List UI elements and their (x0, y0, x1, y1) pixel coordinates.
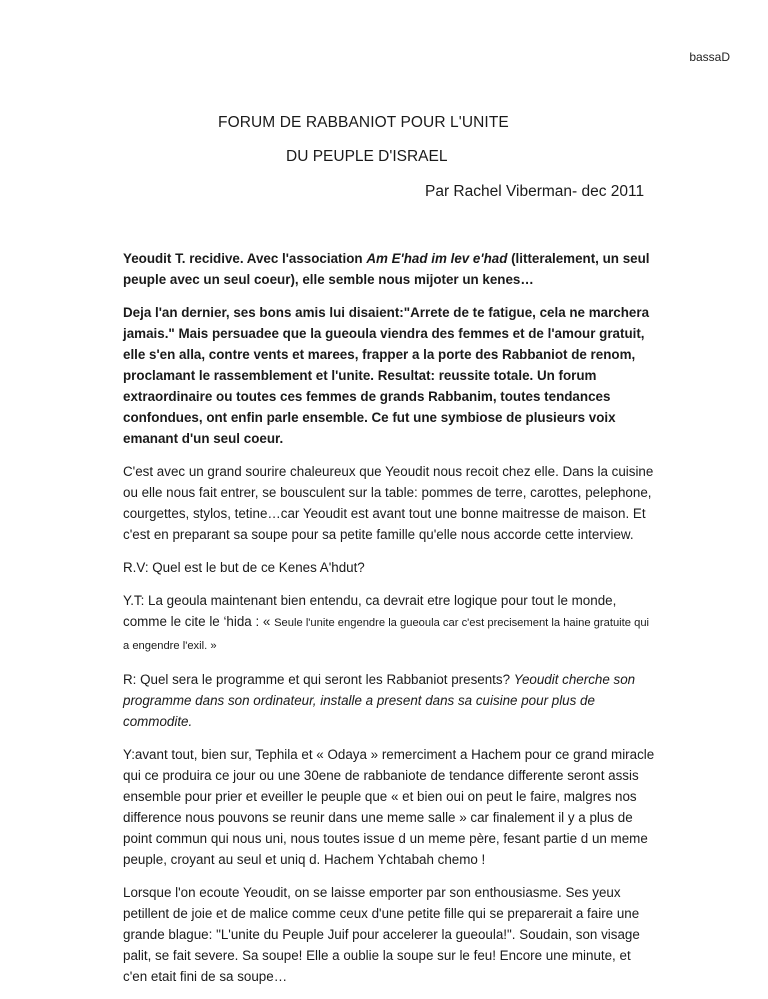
title-line-2: DU PEUPLE D'ISRAEL (286, 148, 448, 165)
paragraph-answer-2: Y:avant tout, bien sur, Tephila et « Odaya » remerciment a Hachem pour ce grand miracle qui ce produira ce jour ou une 30ene de rabbaniote de tendance differente seront assis ensemble pour prier et eveiller le peuple que « et bien oui on peut le faire, malgres nos difference nous pouvons se reunir dans une meme salle » car finalement il y a plus de point commun qui nous uni, nous toutes issue d un meme père, fesant partie d un meme peuple, croyant au seul et uniq d. Hachem Ychtabah chemo ! (123, 747, 655, 867)
paragraph-question-1: R.V: Quel est le but de ce Kenes A'hdut? (123, 560, 365, 575)
intro-text-end: (litteralement, un seul peuple avec un seul coeur), elle semble nous mijoter un kenes… (123, 251, 650, 287)
hida-quote: Seule l'unite engendre la gueoula car c'est precisement la haine gratuite qui a engendre l'exil. » (123, 617, 650, 652)
article-body (123, 248, 658, 999)
paragraph-background: Deja l'an dernier, ses bons amis lui disaient:"Arrete de te fatigue, cela ne marchera jamais." Mais persuadee que la gueoula viendra des femmes et de l'amour gratuit, elle s'en alla, contre vents et marees, frapper a la porte des Rabbaniot de renom, proclamant le rassemblement et l'unite. Resultat: reussite totale. Un forum extraordinaire ou toutes ces femmes de grands Rabbanim, toutes tendances confondues, ont enfin parle ensemble. Ce fut une symbiose de plusieurs voix emanant d'un seul coeur. (123, 305, 650, 446)
byline: Par Rachel Viberman- dec 2011 (425, 183, 645, 200)
paragraph-intro (123, 248, 658, 290)
association-name: Am E'had im lev e'had (366, 251, 508, 266)
question-2-text: R: Quel sera le programme et qui seront les Rabbaniot presents? (123, 672, 514, 687)
paragraph-kitchen: C'est avec un grand sourire chaleureux que Yeoudit nous recoit chez elle. Dans la cuisine ou elle nous fait entrer, se bousculent sur la table: pommes de terre, carottes, pelephone, courgettes, stylos, tetine…car Yeoudit est avant tout une bonne maitresse de maison. Et c'est en preparant sa soupe pour sa petite famille qu'elle nous accorde cette interview. (123, 464, 654, 542)
header-corner-label: bassaD (689, 50, 730, 64)
question-2-aside: Yeoudit cherche son programme dans son ordinateur, installe a present dans sa cuisine pour plus de commodite. (123, 672, 636, 729)
answer-1-text: Y.T: La geoula maintenant bien entendu, ca devrait etre logique pour tout le monde, comme le cite le ‘hida : « (123, 593, 617, 629)
title-line-1: FORUM DE RABBANIOT POUR L'UNITE (218, 114, 509, 131)
paragraph-answer-1 (123, 590, 658, 657)
paragraph-closing: Lorsque l'on ecoute Yeoudit, on se laisse emporter par son enthousiasme. Ses yeux petillent de joie et de malice comme ceux d'une petite fille qui se preparerait a faire une grande blague: "L'unite du Peuple Juif pour accelerer la gueoula!". Soudain, son visage palit, se fait severe. Sa soupe! Elle a oublie la soupe sur le feu! Encore une minute, et c'en etait fini de sa soupe… (123, 885, 640, 984)
paragraph-question-2 (123, 669, 658, 732)
intro-text-start: Yeoudit T. recidive. Avec l'association (123, 251, 367, 266)
